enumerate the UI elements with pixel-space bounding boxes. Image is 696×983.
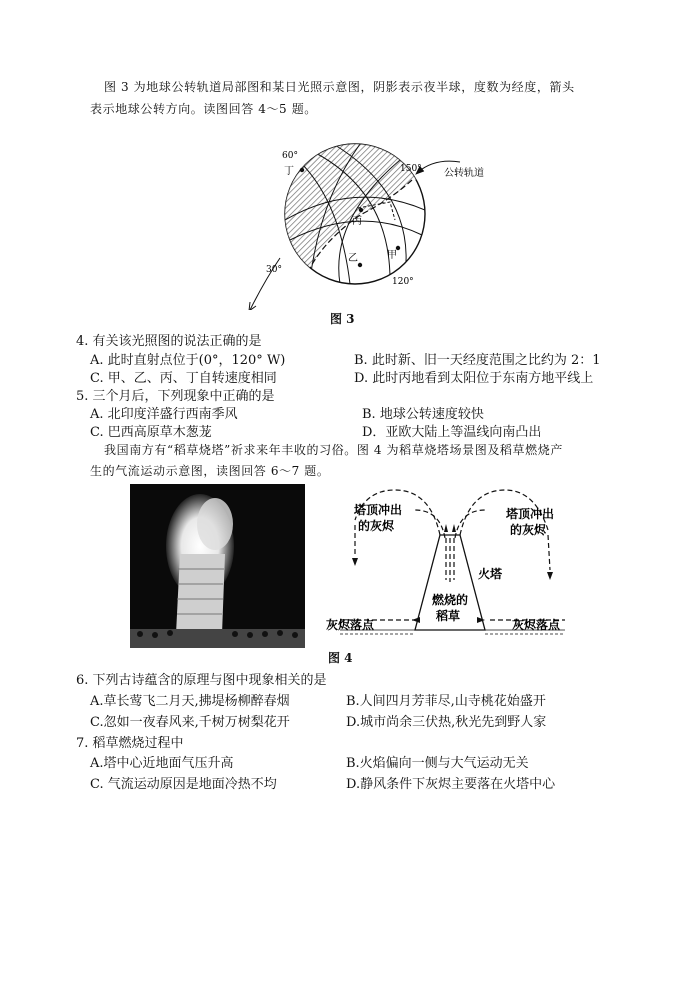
label-left-drop: 灰烬落点 — [326, 618, 375, 632]
label-right-ash-2: 的灰烬 — [510, 523, 547, 537]
figure-4-photo-burning-tower — [130, 484, 305, 648]
label-orbit: 公转轨道 — [444, 168, 484, 179]
q5-option-d: D．亚欧大陆上等温线向南凸出 — [362, 425, 542, 440]
q7-option-d: D.静风条件下灰烬主要落在火塔中心 — [346, 777, 556, 792]
q7-option-a: A.塔中心近地面气压升高 — [90, 756, 234, 771]
label-jia: 甲 — [387, 250, 397, 261]
q5-option-a: A. 北印度洋盛行西南季风 — [90, 407, 238, 422]
label-right-drop: 灰烬落点 — [512, 618, 561, 632]
q5-option-b: B. 地球公转速度较快 — [362, 407, 484, 422]
q4-option-a: A. 此时直射点位于(0°，120° W) — [90, 353, 286, 368]
q6-option-b: B.人间四月芳菲尽,山寺桃花始盛开 — [346, 694, 546, 709]
q7-stem: 7. 稻草燃烧过程中 — [76, 736, 184, 751]
label-yi: 乙 — [348, 253, 358, 264]
figure-4-airflow-diagram — [320, 480, 580, 650]
label-tower: 火塔 — [478, 567, 503, 581]
label-lon120: 120° — [392, 277, 414, 287]
point-yi — [358, 263, 362, 267]
label-left-ash-2: 的灰烬 — [358, 519, 395, 533]
label-ding: 丁 — [284, 166, 294, 177]
intro-line-2: 表示地球公转方向。读图回答 4～5 题。 — [90, 102, 317, 116]
figure-3-earth-illumination-diagram — [240, 140, 520, 310]
label-burning-2: 稻草 — [436, 609, 461, 623]
point-bing — [359, 208, 363, 212]
q6-stem: 6. 下列古诗蕴含的原理与图中现象相关的是 — [76, 673, 327, 688]
q4-stem: 4. 有关该光照图的说法正确的是 — [76, 334, 262, 349]
label-lon30: 30° — [266, 265, 282, 275]
label-burning-1: 燃烧的 — [432, 593, 469, 607]
label-lon60: 60° — [282, 151, 298, 161]
label-left-ash-1: 塔顶冲出 — [354, 503, 403, 517]
label-right-ash-1: 塔顶冲出 — [506, 507, 555, 521]
q6-option-a: A.草长莺飞二月天,拂堤杨柳醉春烟 — [90, 694, 290, 709]
point-ding — [300, 168, 304, 172]
q4-option-b: B. 此时新、旧一天经度范围之比约为 2：1 — [354, 353, 601, 368]
q4-option-d: D. 此时丙地看到太阳位于东南方地平线上 — [354, 371, 594, 386]
intro2-line-2: 生的气流运动示意图，读图回答 6～7 题。 — [90, 464, 330, 478]
q6-option-d: D.城市尚余三伏热,秋光先到野人家 — [346, 715, 547, 730]
q5-stem: 5. 三个月后，下列现象中正确的是 — [76, 389, 275, 404]
q7-option-c: C. 气流运动原因是地面冷热不均 — [90, 777, 277, 792]
q4-option-c: C. 甲、乙、丙、丁自转速度相同 — [90, 371, 277, 386]
q5-option-c: C. 巴西高原草木葱茏 — [90, 425, 212, 440]
label-lon150: 150° — [400, 164, 422, 174]
q6-option-c: C.忽如一夜春风来,千树万树梨花开 — [90, 715, 290, 730]
figure-4-caption: 图 4 — [328, 651, 353, 665]
label-bing: 丙 — [352, 216, 362, 227]
intro2-line-1: 我国南方有“稻草烧塔”祈求来年丰收的习俗。图 4 为稻草烧塔场景图及稻草燃烧产 — [104, 443, 563, 457]
intro-line-1: 图 3 为地球公转轨道局部图和某日光照示意图，阴影表示夜半球，度数为经度，箭头 — [104, 80, 575, 94]
q7-option-b: B.火焰偏向一侧与大气运动无关 — [346, 756, 529, 771]
figure-3-caption: 图 3 — [330, 312, 355, 326]
